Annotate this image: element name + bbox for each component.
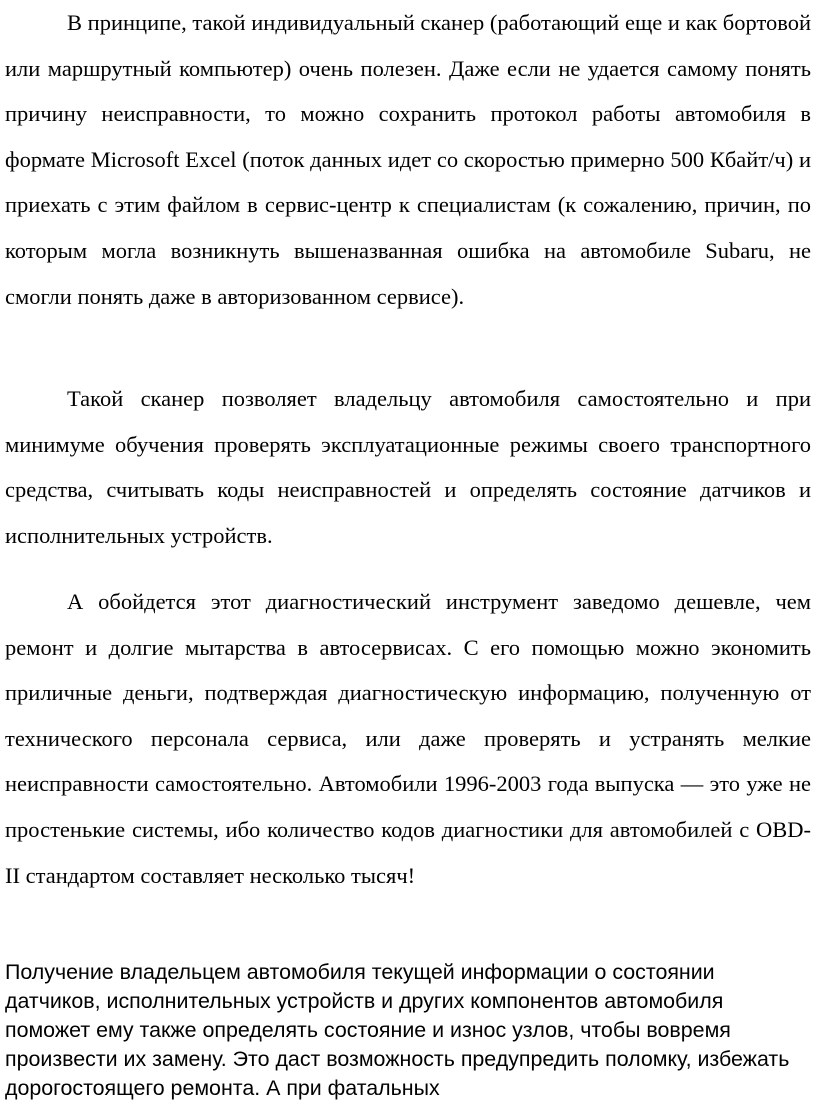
paragraph-owner-information: Получение владельцем автомобиля текущей информации о состоянии датчиков, исполнительных устройств и других компонентов автомобиля поможет ему также определять состояние и износ узлов, чтобы вовремя произвести их замену. Это даст возможность предупредить поломку, избежать дорогостоящего ремонта. А при фатальных [5,960,790,1100]
paragraph-scanner-capabilities: Такой сканер позволяет владельцу автомобиля самостоятельно и при минимуме обучения проверять эксплуатационные режимы своего транспортного средства, считывать коды неисправностей и определять состояние датчиков и исполнительных устройств. [5,386,811,548]
paragraph-scanner-usefulness: В принципе, такой индивидуальный сканер (работающий еще и как бортовой или маршрутный компьютер) очень полезен. Даже если не удается самому понять причину неисправности, то можно сохранить протокол работы автомобиля в формате Microsoft Excel (поток данных идет со скоростью примерно 500 Кбайт/ч) и приехать с этим файлом в сервис-центр к специалистам (к сожалению, причин, по которым могла возникнуть вышеназванная ошибка на автомобиле Subaru, не смогли понять даже в авторизованном сервисе). [5,10,811,309]
paragraph-cost-savings: А обойдется этот диагностический инструмент заведомо дешевле, чем ремонт и долгие мытарства в автосервисах. С его помощью можно экономить приличные деньги, подтверждая диагностическую информацию, полученную от технического персонала сервиса, или даже проверять и устранять мелкие неисправности самостоятельно. Автомобили 1996-2003 года выпуска — это уже не простенькие системы, ибо количество кодов диагностики для автомобилей с OBD-II стандартом составляет несколько тысяч! [5,589,811,888]
